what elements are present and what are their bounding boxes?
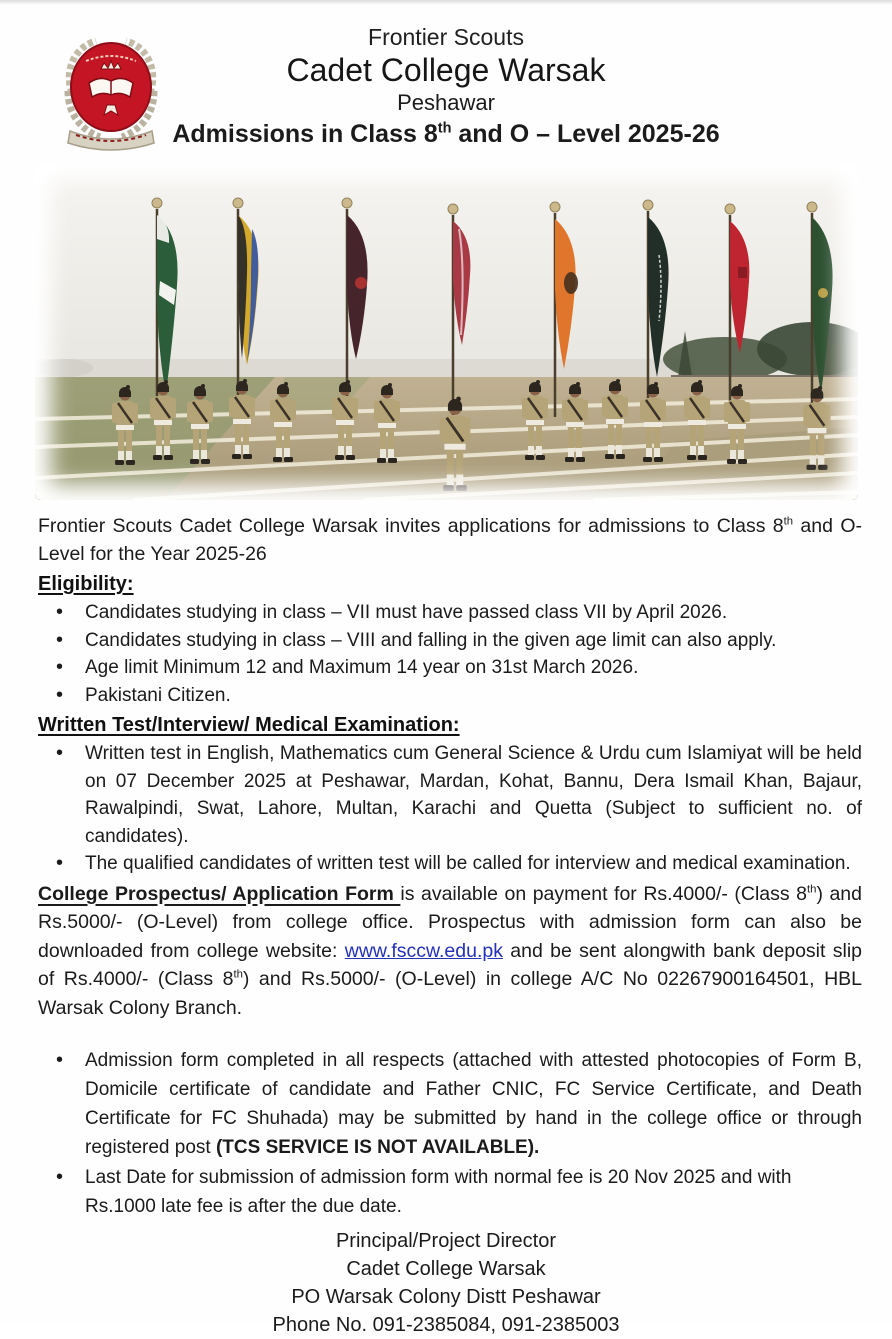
prospectus-superscript-2: th: [233, 968, 243, 981]
prospectus-text-2: ) and Rs.5000/- (O-Level) from college office. Prospectus with admission form can also be downloaded from college website:: [38, 882, 862, 962]
prospectus-paragraph: [38, 880, 862, 1023]
college-crest-logo: [52, 31, 170, 157]
tcs-note: (TCS SERVICE IS NOT AVAILABLE).: [215, 1137, 540, 1158]
header: [0, 5, 892, 150]
notice-title-pre: Admissions in Class 8: [172, 120, 438, 148]
notice-title-post: and O – Level 2025-26: [451, 120, 720, 148]
intro-text-pre: Frontier Scouts Cadet College Warsak invites applications for admissions to Class 8: [38, 515, 784, 537]
org-name: Frontier Scouts: [368, 24, 524, 50]
written-test-list: [38, 740, 862, 878]
prospectus-lead: College Prospectus/ Application Form: [38, 882, 401, 905]
written-test-item: • The qualified candidates of written test will be called for interview and medical examination.: [38, 850, 862, 878]
eligibility-item: • Candidates studying in class – VII must have passed class VII by April 2026.: [38, 599, 862, 627]
admission-form-text: Admission form completed in all respects (attached with attested photocopies of Form B, Domicile certificate of candidate and Father CNIC, FC Service Certificate, and Death Certificate for FC Shuhada) may be submitted by hand in the college office or through registered post: [85, 1050, 862, 1158]
written-test-item: • Written test in English, Mathematics cum General Science & Urdu cum Islamiyat will be held on 07 December 2025 at Peshawar, Mardan, Kohat, Bannu, Dera Ismail Khan, Bajaur, Rawalpindi, Swat, Lahore, Multan, Karachi and Quetta (Subject to sufficient no. of candidates).: [38, 740, 862, 850]
parade-photo: [35, 163, 858, 500]
admission-form-item: [38, 1046, 862, 1162]
city-name: Peshawar: [397, 90, 495, 115]
eligibility-item: • Pakistani Citizen.: [38, 682, 862, 710]
notice-title-superscript: th: [437, 120, 452, 137]
eligibility-list: [38, 599, 862, 709]
prospectus-superscript-1: th: [807, 883, 817, 895]
footer-signature: [0, 1227, 892, 1339]
eligibility-item: • Candidates studying in class – VIII and falling in the given age limit can also apply.: [38, 627, 862, 655]
footer-line: PO Warsak Colony Distt Peshawar: [291, 1286, 601, 1308]
intro-text-post: and O-Level for the Year 2025-26: [38, 515, 862, 565]
submission-list: [38, 1046, 862, 1221]
prospectus-text-3: and be sent alongwith bank deposit slip of Rs.4000/- (Class 8: [38, 939, 862, 990]
spacer: [38, 1022, 862, 1046]
eligibility-heading: Eligibility:: [38, 573, 134, 595]
intro-superscript: th: [783, 515, 794, 528]
college-website-link[interactable]: www.fsccw.edu.pk: [344, 939, 503, 962]
parade-photo-graphic: [35, 163, 858, 500]
prospectus-text-4: ) and Rs.5000/- (O-Level) in college A/C No 02267900164501, HBL Warsak Colony Branch.: [38, 968, 862, 1019]
footer-line: Phone No. 091-2385084, 091-2385003: [272, 1314, 620, 1336]
college-name: Cadet College Warsak: [286, 52, 606, 88]
intro-paragraph: [38, 512, 862, 568]
footer-line: Principal/Project Director: [335, 1230, 557, 1252]
notice-body: [0, 500, 892, 1221]
footer-line: Cadet College Warsak: [346, 1258, 546, 1280]
last-date-item: • Last Date for submission of admission form with normal fee is 20 Nov 2025 and with Rs.1000 late fee is after the due date.: [38, 1163, 862, 1221]
eligibility-item: • Age limit Minimum 12 and Maximum 14 year on 31st March 2026.: [38, 654, 862, 682]
written-test-heading: Written Test/Interview/ Medical Examination:: [38, 714, 460, 736]
prospectus-text-1: is available on payment for Rs.4000/- (Class 8: [400, 882, 808, 905]
